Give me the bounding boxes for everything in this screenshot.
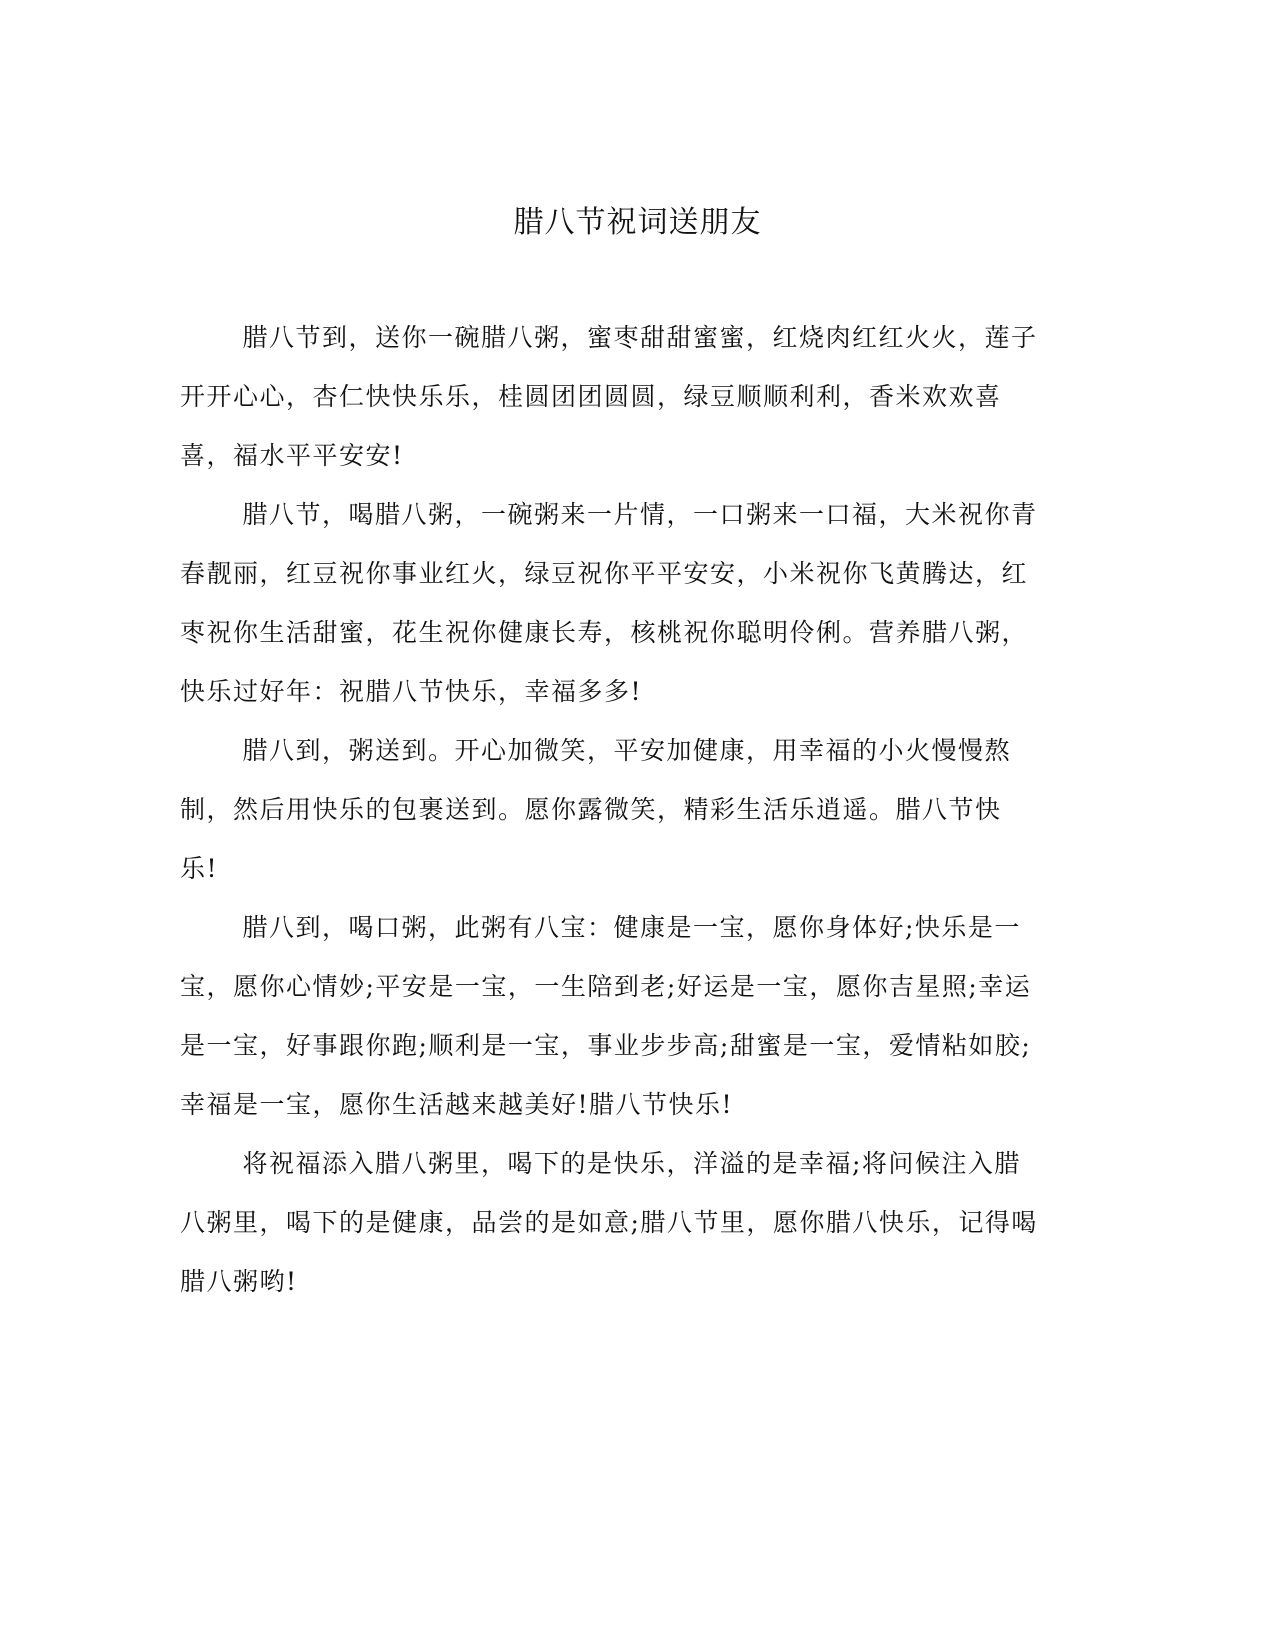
document-body (180, 308, 1038, 1311)
document-title: 腊八节祝词送朋友 (513, 205, 762, 240)
paragraph-1: 腊八节到，送你一碗腊八粥，蜜枣甜甜蜜蜜，红烧肉红红火火，莲子开开心心，杏仁快快乐乐，桂圆团团圆圆，绿豆顺顺利利，香米欢欢喜喜，福水平平安安! (180, 323, 1038, 470)
paragraph-3: 腊八到，粥送到。开心加微笑，平安加健康，用幸福的小火慢慢熬制，然后用快乐的包裹送到。愿你露微笑，精彩生活乐逍遥。腊八节快乐! (180, 736, 1012, 883)
paragraph-2: 腊八节，喝腊八粥，一碗粥来一片情，一口粥来一口福，大米祝你青春靓丽，红豆祝你事业红火，绿豆祝你平平安安，小米祝你飞黄腾达，红枣祝你生活甜蜜，花生祝你健康长寿，核桃祝你聪明伶俐。营养腊八粥，快乐过好年：祝腊八节快乐，幸福多多! (180, 500, 1038, 706)
paragraph-5: 将祝福添入腊八粥里，喝下的是快乐，洋溢的是幸福;将问候注入腊八粥里，喝下的是健康，品尝的是如意;腊八节里，愿你腊八快乐，记得喝腊八粥哟! (180, 1149, 1038, 1296)
paragraph-4: 腊八到，喝口粥，此粥有八宝：健康是一宝，愿你身体好;快乐是一宝，愿你心情妙;平安是一宝，一生陪到老;好运是一宝，愿你吉星照;幸运是一宝，好事跟你跑;顺利是一宝，事业步步高;甜蜜是一宝，爱情粘如胶;幸福是一宝，愿你生活越来越美好!腊八节快乐! (180, 913, 1032, 1119)
